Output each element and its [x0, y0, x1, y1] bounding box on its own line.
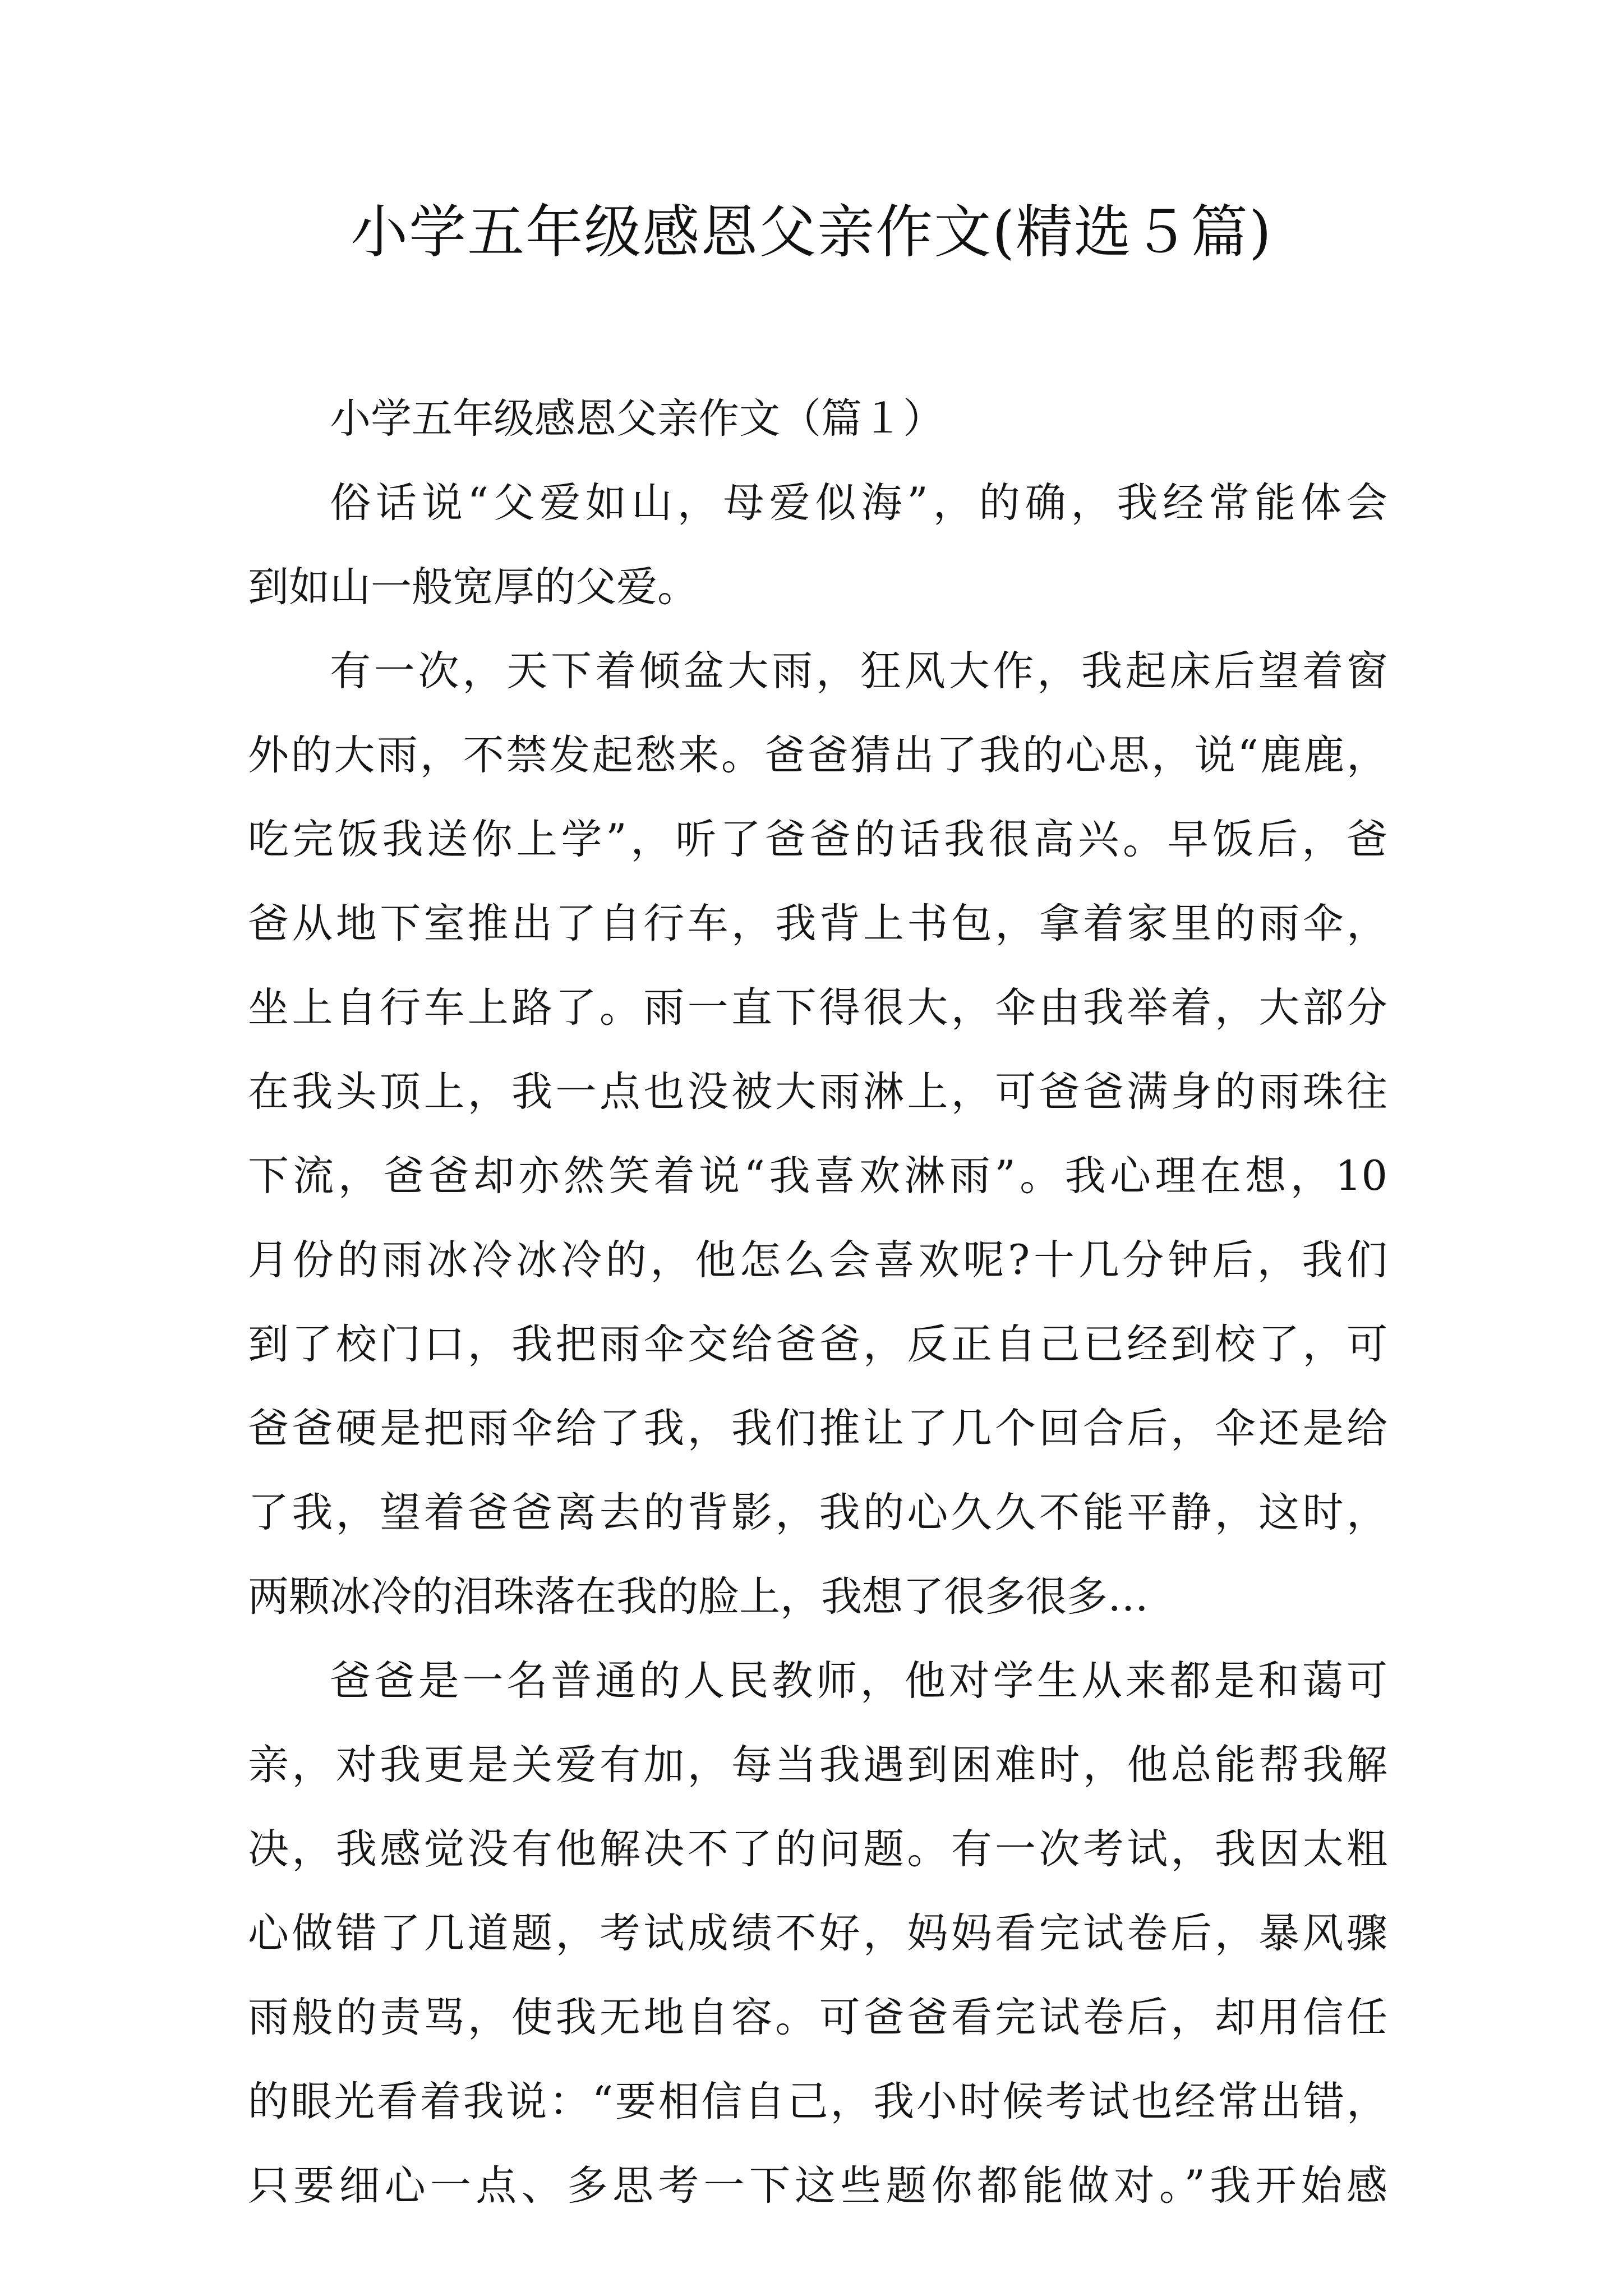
paragraph-1 — [248, 461, 1387, 629]
document-title: 小学五年级感恩父亲作文(精选５篇) — [351, 199, 1272, 266]
paragraph-line: 只要细心一点、多思考一下这些题你都能做对。”我开始感 — [248, 2162, 1387, 2210]
paragraph-line: 心做错了几道题，考试成绩不好，妈妈看完试卷后，暴风骤 — [248, 1910, 1387, 1957]
paragraph-line: 两颗冰冷的泪珠落在我的脸上，我想了很多很多… — [248, 1573, 1149, 1621]
paragraph-3 — [248, 1639, 1387, 2228]
paragraph-line: 到如山一般宽厚的父爱。 — [248, 563, 698, 611]
paragraph-line: 了我，望着爸爸离去的背影，我的心久久不能平静，这时， — [248, 1489, 1387, 1536]
paragraph-line: 吃完饭我送你上学”，听了爸爸的话我很高兴。早饭后，爸 — [248, 816, 1387, 863]
paragraph-line: 有一次，天下着倾盆大雨，狂风大作，我起床后望着窗 — [330, 647, 1387, 695]
paragraph-line: 俗话说“父爱如山，母爱似海”，的确，我经常能体会 — [330, 479, 1387, 527]
paragraph-line: 爸爸硬是把雨伞给了我，我们推让了几个回合后，伞还是给 — [248, 1405, 1387, 1452]
paragraph-line: 坐上自行车上路了。雨一直下得很大，伞由我举着，大部分 — [248, 984, 1387, 1032]
paragraph-2 — [248, 629, 1387, 1639]
paragraph-line: 到了校门口，我把雨伞交给爸爸，反正自己已经到校了，可 — [248, 1320, 1387, 1368]
paragraph-line: 下流，爸爸却亦然笑着说“我喜欢淋雨”。我心理在想，10 — [248, 1152, 1387, 1200]
paragraph-line: 爸爸是一名普通的人民教师，他对学生从来都是和蔼可 — [330, 1657, 1387, 1705]
paragraph-line: 在我头顶上，我一点也没被大雨淋上，可爸爸满身的雨珠往 — [248, 1068, 1387, 1116]
paragraph-line: 的眼光看着我说：“要相信自己，我小时候考试也经常出错， — [248, 2078, 1387, 2125]
paragraph-line: 月份的雨冰冷冰冷的，他怎么会喜欢呢?十几分钟后，我们 — [248, 1236, 1387, 1284]
section-heading: 小学五年级感恩父亲作文（篇１） — [330, 395, 944, 443]
paragraph-line: 爸从地下室推出了自行车，我背上书包，拿着家里的雨伞， — [248, 900, 1387, 947]
paragraph-line: 雨般的责骂，使我无地自容。可爸爸看完试卷后，却用信任 — [248, 1994, 1387, 2041]
article-body — [248, 377, 1387, 2228]
paragraph-line: 亲，对我更是关爱有加，每当我遇到困难时，他总能帮我解 — [248, 1741, 1387, 1789]
paragraph-line: 决，我感觉没有他解决不了的问题。有一次考试，我因太粗 — [248, 1825, 1387, 1873]
paragraph-line: 外的大雨，不禁发起愁来。爸爸猜出了我的心思，说“鹿鹿， — [248, 731, 1387, 779]
